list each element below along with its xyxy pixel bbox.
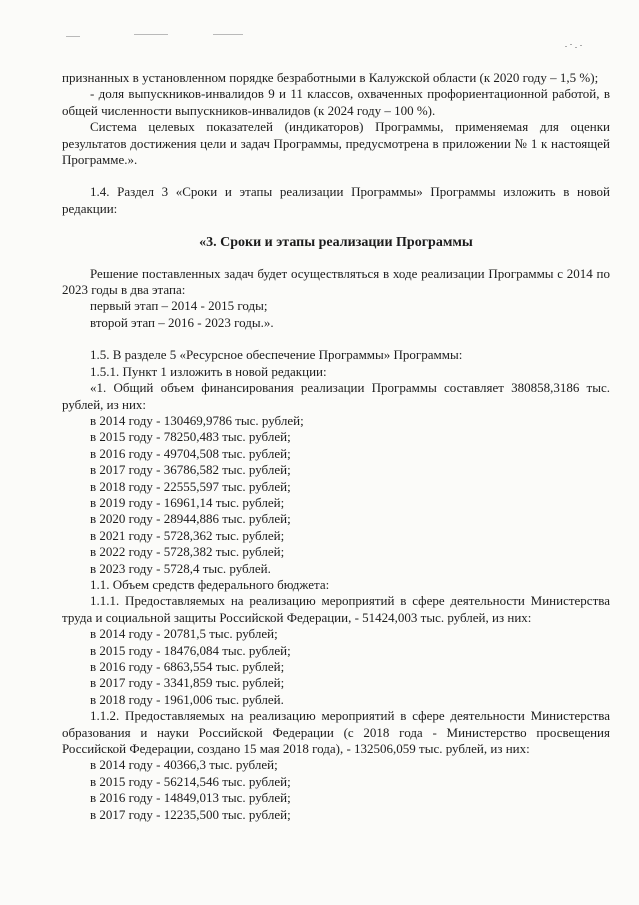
document-paragraph: в 2015 году - 56214,546 тыс. рублей; [90,773,291,789]
document-paragraph: в 2016 году - 14849,013 тыс. рублей; [90,790,291,806]
document-paragraph: 1.5. В разделе 5 «Ресурсное обеспечение Программы» Программы: [90,347,463,363]
document-paragraph: в 2017 году - 36786,582 тыс. рублей; [90,462,291,478]
document-paragraph: в 2022 году - 5728,382 тыс. рублей; [90,544,285,560]
document-paragraph: в 2021 году - 5728,362 тыс. рублей; [90,527,285,543]
document-paragraph: в 2017 году - 3341,859 тыс. рублей; [90,675,285,691]
scan-artifact-dots [565,44,583,50]
document-paragraph: в 2014 году - 130469,9786 тыс. рублей; [90,412,304,428]
document-paragraph: в 2020 году - 28944,886 тыс. рублей; [90,511,291,527]
document-paragraph: Система целевых показателей (индикаторов) Программы, применяемая для оценки результатов достижения цели и задач Программы, предусмотрена в приложении № 1 к настоящей Программе.». [62,119,610,168]
document-paragraph: первый этап – 2014 - 2015 годы; [90,298,268,314]
document-paragraph: второй этап – 2016 - 2023 годы.». [90,314,274,330]
document-paragraph: в 2019 году - 16961,14 тыс. рублей; [90,494,285,510]
document-paragraph: 1.1. Объем средств федерального бюджета: [90,576,330,592]
document-paragraph: в 2014 году - 20781,5 тыс. рублей; [90,626,278,642]
document-paragraph: 1.5.1. Пункт 1 изложить в новой редакции: [90,363,327,379]
document-paragraph: Решение поставленных задач будет осуществляться в ходе реализации Программы с 2014 по 2023 годы в два этапа: [62,265,610,298]
document-paragraph: - доля выпускников-инвалидов 9 и 11 классов, охваченных профориентационной работой, в общей численности выпускников-инвалидов (к 2024 году – 100 %). [62,86,610,118]
document-paragraph: «1. Общий объем финансирования реализации Программы составляет 380858,3186 тыс. рублей, из них: [62,380,610,412]
scan-artifact-line [213,34,243,35]
section-heading: «3. Сроки и этапы реализации Программы [199,235,473,251]
document-paragraph: 1.1.2. Предоставляемых на реализацию мероприятий в сфере деятельности Министерства образования и науки Российской Федерации (с 2018 года - Министерство просвещения Российской Федерации, создано 15 мая 2018 года), - 132506,059 тыс. рублей, из них: [62,708,610,757]
document-paragraph: в 2017 году - 12235,500 тыс. рублей; [90,806,291,822]
document-paragraph: в 2015 году - 78250,483 тыс. рублей; [90,429,291,445]
document-paragraph: в 2014 году - 40366,3 тыс. рублей; [90,757,278,773]
document-paragraph: в 2018 году - 1961,006 тыс. рублей. [90,691,284,707]
document-paragraph: в 2023 году - 5728,4 тыс. рублей. [90,560,271,576]
document-body [62,70,610,823]
scan-artifact-line [134,34,168,35]
document-paragraph: 1.4. Раздел 3 «Сроки и этапы реализации Программы» Программы изложить в новой редакции: [62,184,610,216]
scan-artifact-line [66,36,80,37]
document-paragraph: в 2018 году - 22555,597 тыс. рублей; [90,478,291,494]
document-paragraph: в 2016 году - 49704,508 тыс. рублей; [90,445,291,461]
document-paragraph: в 2015 году - 18476,084 тыс. рублей; [90,642,291,658]
document-paragraph: 1.1.1. Предоставляемых на реализацию мероприятий в сфере деятельности Министерства труда и социальной защиты Российской Федерации, - 51424,003 тыс. рублей, из них: [62,593,610,625]
document-paragraph: признанных в установленном порядке безработными в Калужской области (к 2020 году – 1,5 %); [62,70,599,85]
document-paragraph: в 2016 году - 6863,554 тыс. рублей; [90,659,285,674]
